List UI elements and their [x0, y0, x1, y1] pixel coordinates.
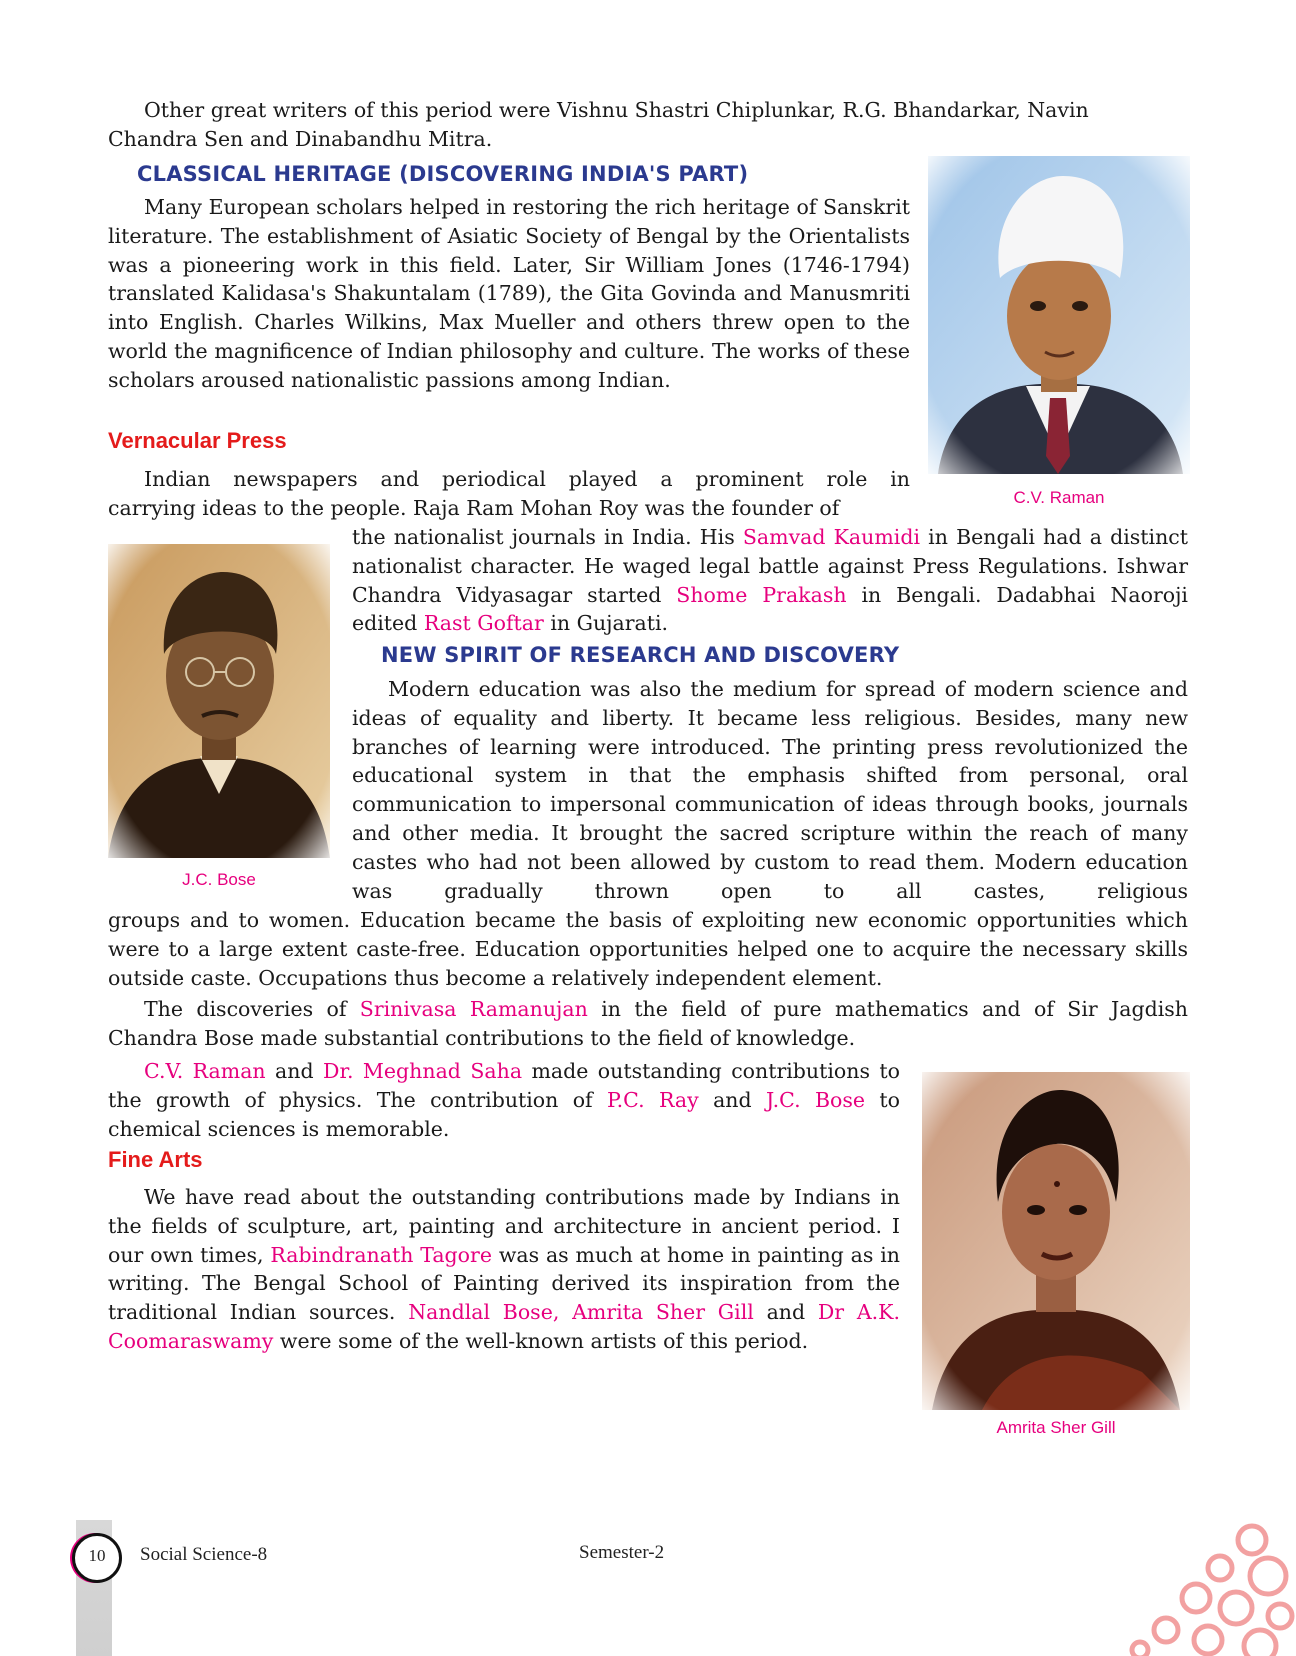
- cv-raman-photo: [928, 156, 1190, 474]
- fine-arts-text-2: was as much at home in painting as in writing. The Bengal School of Painting derived its inspiration from the traditional Indian sources.: [108, 1242, 900, 1325]
- intro-line2: Chandra Sen and Dinabandhu Mitra.: [108, 126, 493, 151]
- vernacular-text-2: in Bengali had a distinct nationalist character. He waged legal battle against Press Regulations. Ishwar Chandra Vidyasagar started: [352, 525, 1189, 607]
- shome-prakash-name: Shome Prakash: [676, 582, 847, 607]
- classical-heading: CLASSICAL HERITAGE (DISCOVERING INDIA'S PART): [137, 162, 749, 186]
- physics-paragraph: [108, 1057, 900, 1143]
- physics-text-4: to chemical sciences is memorable.: [108, 1087, 900, 1141]
- jc-bose-photo: [108, 544, 330, 858]
- fine-arts-text-3: and: [753, 1300, 818, 1325]
- research-paragraph-full: groups and to women. Education became the basis of exploiting new economic opportunities which were to a large extent caste-free. Education opportunities helped one to acquire the necessary skills outside caste. Occupations thus become a relatively independent element.: [108, 908, 1188, 990]
- vernacular-text-3: in Bengali. Dadabhai Naoroji edited: [352, 582, 1188, 636]
- amrita-sher-gill-caption: Amrita Sher Gill: [996, 1418, 1116, 1437]
- jc-bose-name: J.C. Bose: [766, 1087, 866, 1112]
- vernacular-paragraph: [352, 523, 1188, 638]
- meghnad-saha-name: Dr. Meghnad Saha: [323, 1059, 523, 1083]
- nandlal-amrita-names: Nandlal Bose, Amrita Sher Gill: [408, 1300, 754, 1325]
- cv-raman-name: C.V. Raman: [144, 1059, 266, 1083]
- vernacular-line1: [108, 465, 910, 494]
- discoveries-text-1: The discoveries of: [144, 997, 360, 1021]
- jc-bose-caption: J.C. Bose: [182, 870, 256, 889]
- tagore-name: Rabindranath Tagore: [270, 1242, 492, 1267]
- footer-book-title: Social Science-8: [140, 1544, 268, 1565]
- discoveries-text-2: in the field of pure mathematics and of Sir Jagdish Chandra Bose made substantial contributions to the field of knowledge.: [108, 997, 1188, 1050]
- fine-arts-paragraph: [108, 1183, 900, 1356]
- coomaraswamy-name: Dr A.K. Coomaraswamy: [108, 1300, 901, 1353]
- ramanujan-name: Srinivasa Ramanujan: [359, 997, 588, 1021]
- intro-paragraph: [108, 96, 1188, 154]
- cv-raman-caption: C.V. Raman: [1013, 488, 1105, 507]
- vernacular-line2: carrying ideas to the people. Raja Ram Mohan Roy was the founder of: [108, 496, 840, 520]
- samvad-kaumidi-name: Samvad Kaumidi: [742, 525, 921, 549]
- intro-line1: Other great writers of this period were Vishnu Shastri Chiplunkar, R.G. Bhandarkar, Navin: [144, 98, 1089, 122]
- research-heading: NEW SPIRIT OF RESEARCH AND DISCOVERY: [381, 643, 900, 667]
- vernacular-text-1: the nationalist journals in India. His: [352, 525, 743, 549]
- classical-paragraph: Many European scholars helped in restoring the rich heritage of Sanskrit literature. The establishment of Asiatic Society of Bengal by the Orientalists was a pioneering work in this field. Later, Sir William Jones (1746-1794) translated Kalidasa's Shakuntalam (1789), the Gita Govinda and Manusmriti into English. Charles Wilkins, Max Mueller and others threw open to the world the magnificence of Indian philosophy and culture. The works of these scholars aroused nationalistic passions among Indian.: [108, 195, 910, 392]
- rast-goftar-name: Rast Goftar: [423, 611, 544, 636]
- fine-arts-text-1: We have read about the outstanding contributions made by Indians in the fields of sculpture, art, painting and architecture in ancient period. I our own times,: [108, 1185, 900, 1267]
- fine-arts-heading: Fine Arts: [108, 1147, 203, 1172]
- footer-semester: Semester-2: [579, 1542, 665, 1563]
- physics-text-1: and: [265, 1059, 324, 1083]
- vernacular-line1-text: Indian newspapers and periodical played a prominent role in: [144, 467, 910, 491]
- discoveries-paragraph: [108, 995, 1188, 1053]
- physics-text-3: and: [698, 1087, 766, 1112]
- vernacular-heading: Vernacular Press: [108, 428, 287, 453]
- decorative-circles: [1120, 1520, 1296, 1656]
- page-number: 10: [88, 1546, 106, 1565]
- research-paragraph-wrapped: Modern education was also the medium for spread of modern science and ideas of equality and liberty. It became less religious. Besides, many new branches of learning were introduced. The printing press revolutionized the educational system in that the emphasis shifted from personal, oral communication to impersonal communication of ideas through books, journals and other media. It brought the sacred scripture within the reach of many castes who had not been allowed by custom to read them. Modern education was gradually thrown open to all castes, religious: [352, 677, 1188, 903]
- fine-arts-text-4: were some of the well-known artists of this period.: [273, 1328, 809, 1353]
- vernacular-text-4: in Gujarati.: [543, 611, 669, 636]
- amrita-sher-gill-photo: [922, 1072, 1190, 1410]
- pc-ray-name: P.C. Ray: [607, 1087, 699, 1112]
- physics-text-2: made outstanding contributions to the growth of physics. The contribution of: [108, 1059, 900, 1112]
